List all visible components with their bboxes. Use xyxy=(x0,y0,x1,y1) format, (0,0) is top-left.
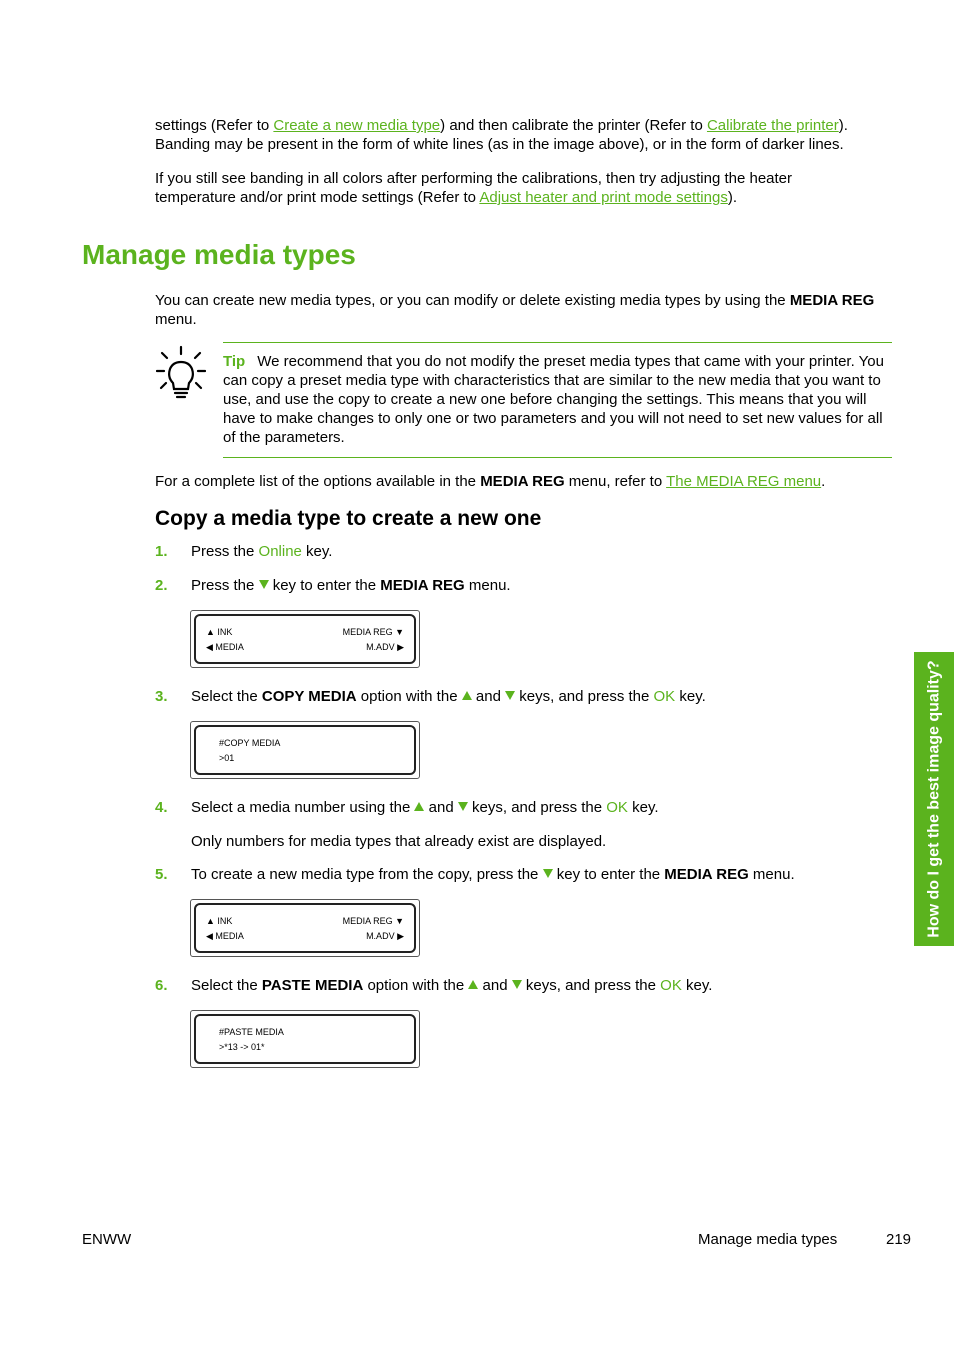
down-arrow-icon xyxy=(543,869,553,878)
text-bold: MEDIA REG xyxy=(664,866,749,883)
text: menu, refer to xyxy=(564,473,667,490)
down-arrow-icon xyxy=(458,802,468,811)
lcd-frame xyxy=(194,614,416,664)
text: settings (Refer to xyxy=(155,117,274,134)
lcd-display-paste-media xyxy=(190,1010,420,1068)
text: option with the xyxy=(363,977,469,994)
text: key. xyxy=(675,688,706,705)
key-ok: OK xyxy=(606,799,628,816)
step-5-text xyxy=(191,865,891,884)
text: . xyxy=(821,473,826,490)
text: Press the xyxy=(191,577,259,594)
text: keys, and press the xyxy=(515,688,654,705)
intro-paragraph-2 xyxy=(155,169,855,207)
text: key. xyxy=(301,543,333,560)
lcd-text: #COPY MEDIA xyxy=(219,738,281,748)
text: Select the xyxy=(191,688,262,705)
text-bold: COPY MEDIA xyxy=(261,688,357,705)
page-number: 219 xyxy=(886,1231,912,1248)
link-create-media-type[interactable]: Create a new media type xyxy=(273,117,441,134)
footer-left: ENWW xyxy=(82,1231,132,1248)
text: menu. xyxy=(155,311,197,328)
text: menu. xyxy=(748,866,795,883)
step-number: 1. xyxy=(155,543,168,560)
list-reference-paragraph xyxy=(155,472,895,491)
step-4-text xyxy=(191,798,891,817)
intro-paragraph-1 xyxy=(155,116,895,154)
lcd-display-copy-media xyxy=(190,721,420,779)
link-calibrate-printer[interactable]: Calibrate the printer xyxy=(706,117,839,134)
text-bold: MEDIA REG xyxy=(789,292,875,309)
text: If you still see banding in all colors after performing the calibrations, then try adjusting the heater temperature and/or print mode settings (Refer to xyxy=(155,170,793,206)
down-arrow-icon xyxy=(259,580,269,589)
text-bold: MEDIA REG xyxy=(480,473,565,490)
step-1-text xyxy=(191,542,891,561)
tip-text: We recommend that you do not modify the preset media types that came with your printer. You can copy a preset media type with characteristics that are similar to the new media that you want to use, and use the copy to create a new one before changing the settings. This means that you will have to make changes to only one or two parameters and you will not need to set new values for all of the parameters. xyxy=(223,353,884,446)
lcd-text: #PASTE MEDIA xyxy=(219,1027,284,1037)
text: option with the xyxy=(356,688,462,705)
section-title: Manage media types xyxy=(82,239,356,270)
lcd-text: MEDIA REG ▼ xyxy=(342,627,404,637)
text: keys, and press the xyxy=(521,977,661,994)
up-arrow-icon xyxy=(414,802,424,811)
text: Press the xyxy=(191,543,259,560)
lcd-text: >01 xyxy=(219,753,235,763)
text: and xyxy=(424,799,458,816)
text-bold: MEDIA REG xyxy=(380,577,465,594)
text: ) and then calibrate the printer (Refer to xyxy=(440,117,707,134)
text: Banding may be present in the form of white lines (as in the image above), or in the form of darker lines. xyxy=(155,136,844,153)
step-2-text xyxy=(191,576,891,595)
step-number: 2. xyxy=(155,577,168,594)
text: You can create new media types, or you can modify or delete existing media types by using the xyxy=(155,292,790,309)
text: and xyxy=(471,688,506,705)
text: Select a media number using the xyxy=(191,799,415,816)
lcd-text: >*13 -> 01* xyxy=(219,1042,265,1052)
tip-paragraph xyxy=(223,352,895,447)
text: menu. xyxy=(464,577,511,594)
step-6-text xyxy=(191,976,891,995)
link-adjust-heater[interactable]: Adjust heater and print mode settings xyxy=(479,189,728,206)
chapter-tab-label: How do I get the best image quality? xyxy=(925,660,943,938)
step-number: 5. xyxy=(155,866,168,883)
lcd-frame xyxy=(194,1014,416,1064)
lightbulb-icon xyxy=(156,345,206,401)
lcd-text: MEDIA REG ▼ xyxy=(342,916,404,926)
key-ok: OK xyxy=(660,977,682,994)
step-number: 6. xyxy=(155,977,168,994)
lcd-text: M.ADV ▶ xyxy=(366,931,404,941)
lcd-display-menu xyxy=(190,610,420,668)
text: ). xyxy=(727,189,737,206)
lcd-text: M.ADV ▶ xyxy=(366,642,404,652)
lcd-text: ▲ INK xyxy=(206,916,233,926)
tip-top-rule xyxy=(223,342,892,343)
text: key to enter the xyxy=(268,577,381,594)
section-paragraph xyxy=(155,291,890,329)
text: Select the xyxy=(191,977,262,994)
lcd-text: ◀ MEDIA xyxy=(206,642,244,652)
step-4-note: Only numbers for media types that already exist are displayed. xyxy=(191,833,607,850)
tip-label: Tip xyxy=(223,353,246,370)
tip-bottom-rule xyxy=(223,457,892,458)
text: To create a new media type from the copy, press the xyxy=(191,866,543,883)
step-3-text xyxy=(191,687,891,706)
down-arrow-icon xyxy=(512,980,522,989)
lcd-text: ◀ MEDIA xyxy=(206,931,244,941)
step-number: 3. xyxy=(155,688,168,705)
up-arrow-icon xyxy=(468,980,478,989)
text: key. xyxy=(627,799,659,816)
footer-section: Manage media types xyxy=(698,1231,838,1248)
lcd-frame xyxy=(194,903,416,953)
link-media-reg-menu[interactable]: The MEDIA REG menu xyxy=(666,473,822,490)
chapter-side-tab[interactable] xyxy=(914,652,954,946)
down-arrow-icon xyxy=(505,691,515,700)
text: For a complete list of the options available in the xyxy=(155,473,481,490)
text: ). xyxy=(838,117,848,134)
step-number: 4. xyxy=(155,799,168,816)
key-online: Online xyxy=(258,543,302,560)
lcd-display-menu xyxy=(190,899,420,957)
text: key to enter the xyxy=(552,866,665,883)
lcd-text: ▲ INK xyxy=(206,627,233,637)
key-ok: OK xyxy=(653,688,676,705)
text: key. xyxy=(681,977,713,994)
subsection-title: Copy a media type to create a new one xyxy=(155,507,542,530)
up-arrow-icon xyxy=(462,691,472,700)
text: keys, and press the xyxy=(467,799,607,816)
text-bold: PASTE MEDIA xyxy=(261,977,364,994)
lcd-frame xyxy=(194,725,416,775)
text: and xyxy=(478,977,512,994)
